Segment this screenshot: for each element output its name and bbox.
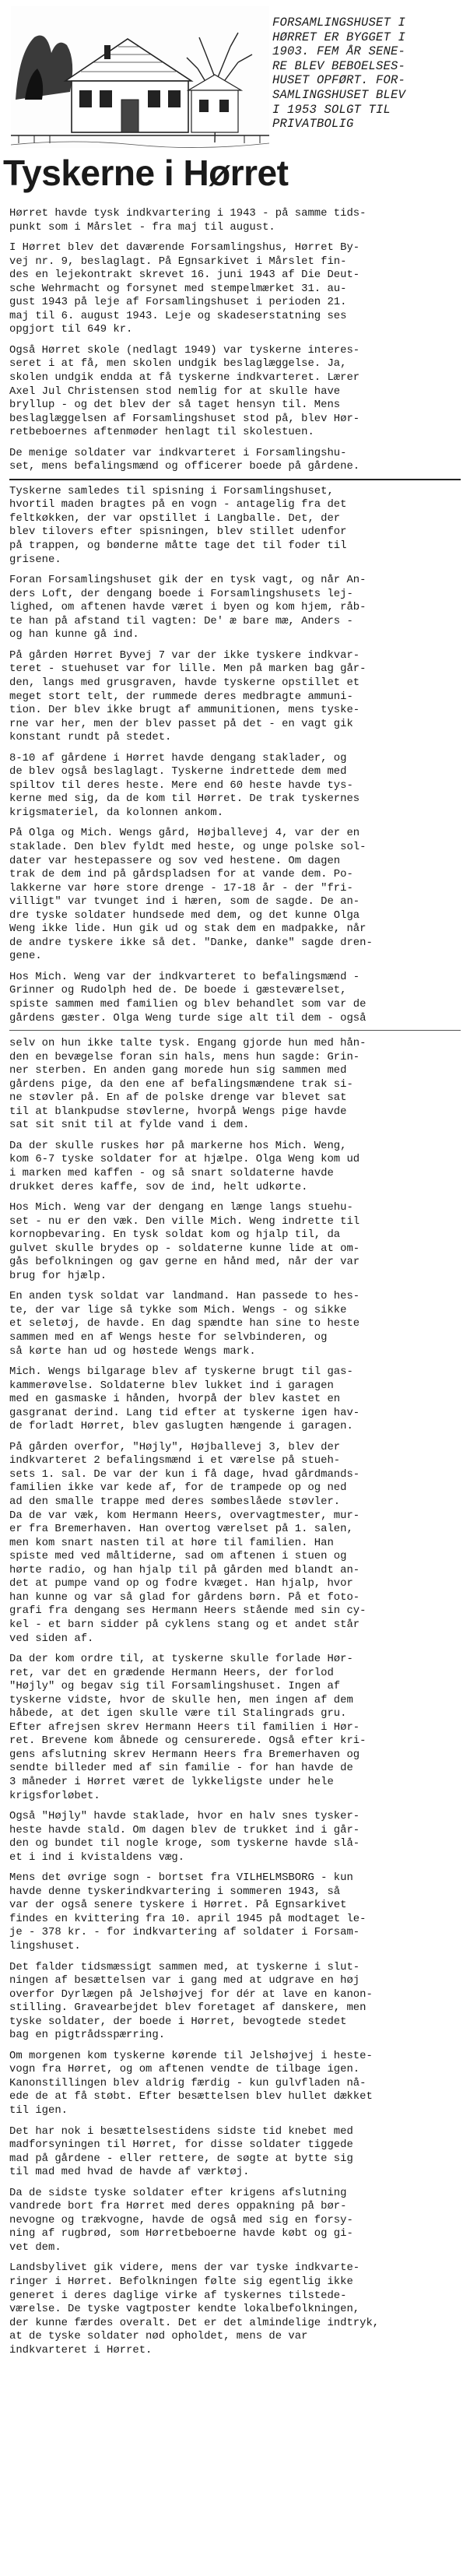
paragraph: På Olga og Mich. Wengs gård, Højballevej 4, var der en staklade. Den blev fyldt med heste, og unge polske sol- dater var hestepassere og sov ved hestene. Om dagen trak de dem ind på gårdspladsen for at vande dem. Po- lakkerne var høre store drenge - 17-18 år - der "fri- villigt" var tvunget ind i hæren, som de sagde. De an- dre tyske soldater hundsede med dem, og det kunne Olga Weng ikke lide. Hun gik ud og stak dem en madpakke, når de andre tyskere ikke så det. "Danke, danke" sagde dren- gene. xyxy=(9,827,373,963)
paragraph: Også "Højly" havde staklade, hvor en halv snes tysker- heste havde stald. Om dagen blev de trukket ind i går- den og bundet til nogle kroge, som tyskerne havde slå- et i ind i kvistaldens væg. xyxy=(9,1810,360,1864)
paragraph: Mich. Wengs bilgarage blev af tyskerne brugt til gas- kammerøvelse. Soldaterne blev lukket ind i garagen med en gasmaske i hånden, hvorpå der blev kastet en gasgranat derind. Lang tid efter at tyskerne igen hav- de forladt Hørret, blev gaslugten hængende i garagen. xyxy=(9,1365,360,1433)
paragraph: Da de sidste tyske soldater efter krigens afslutning vandrede bort fra Hørret med deres oppakning på bør- nevogne og trækvogne, havde de også med sig en forsy- ning af rugbrød, som Hørretbeboerne havde købt og gi- vet dem. xyxy=(9,2186,353,2254)
article-body xyxy=(9,207,461,2364)
paragraph: selv on hun ikke talte tysk. Engang gjorde hun med hån- den en bevægelse foran sin hals, mens hun sagde: Grin- ner sterben. En anden gang morede hun sig sammen med gårdens pige, da den ene af befalingsmændene trak si- ne støvler på. En af de polske drenge var blevet sat til at blankpudse støvlerne, hvorpå Wengs pige havde sat sit snit til at fylde vand i dem. xyxy=(9,1037,367,1132)
section-divider xyxy=(9,1030,461,1031)
article-title: Tyskerne i Hørret xyxy=(3,153,289,193)
paragraph: Mens det øvrige sogn - bortset fra VILHELMSBORG - kun havde denne tyskerindkvartering i sommeren 1943, så var der også senere tyskere i Hørret. På Egnsarkivet findes en kvittering fra 10. april 1945 på modtaget le- je - 378 kr. - for indkvartering af soldater i Forsam- lingshuset. xyxy=(9,1871,367,1952)
section-divider xyxy=(9,479,461,480)
paragraph: Det falder tidsmæssigt sammen med, at tyskerne i slut- ningen af besættelsen var i gang med at udgrave en høj overfor Dyrlægen på Jelshøjvej for dér at lave en kanon- stilling. Gravearbejdet blev foretaget af danskere, men tyske soldater, der boede i Hørret, bevogtede stedet bag en pigtrådsspærring. xyxy=(9,1960,373,2042)
paragraph: Tyskerne samledes til spisning i Forsamlingshuset, hvortil maden bragtes på en vogn - antagelig fra det feltkøkken, der var opstillet i Langballe. Det, der blev tilovers efter spisningen, blev stillet udenfor på trappen, og bønderne måtte tage det til foder til grisene. xyxy=(9,484,347,566)
paragraph: Da der kom ordre til, at tyskerne skulle forlade Hør- ret, var det en grædende Hermann Heers, der forlod "Højly" og begav sig til Forsamlingshuset. Ingen af tyskerne vidste, hvor de skulle hen, men ingen af dem håbede, at det igen skulle være til Stalingrads gru. Efter afrejsen skrev Hermann Heers til familien i Hør- ret. Brevene kom åbnede og censurerede. Også efter kri- gens afslutning skrev Hermann Heers fra Bremerhaven og sendte billeder med af sin familie - for han havde de 3 måneder i Hørret været de lykkeligste under hele krigsforløbet. xyxy=(9,1653,367,1802)
paragraph: Da der skulle ruskes hør på markerne hos Mich. Weng, kom 6-7 tyske soldater for at hjælpe. Olga Weng kom ud i marken med kaffen - og så snart soldaterne havde drukket deres kaffe, sov de ind, helt udkørte. xyxy=(9,1139,360,1193)
paragraph: Hos Mich. Weng var der dengang en længe langs stuehu- set - nu er den væk. Den ville Mich. Weng indrette til kornopbevaring. En tysk soldat kom og hjalp til, da gulvet skulle brydes op - soldaterne kunne lide at om- gås befolkningen og gav gerne en hånd med, når der var brug for hjælp. xyxy=(9,1201,360,1282)
paragraph: I Hørret blev det daværende Forsamlingshus, Hørret By- vej nr. 9, beslaglagt. På Egnsarkivet i Mårslet fin- des en lejekontrakt skrevet 16. juni 1943 af Die Deut- sche Wehrmacht og forsynet med stempelmærket 31. au- gust 1943 på leje af Forsamlingshuset i perioden 21. maj til 6. august 1943. Leje og skadeserstatning ses opgjort til 649 kr. xyxy=(9,241,360,336)
paragraph: Foran Forsamlingshuset gik der en tysk vagt, og når An- ders Loft, der dengang boede i Forsamlingshusets lej- lighed, om aftenen havde været i byen og kom hjem, råb- te han på afstand til vagten: De' æ bare mæ, Anders - og han kunne gå ind. xyxy=(9,574,367,641)
paragraph: På gården overfor, "Højly", Højballevej 3, blev der indkvarteret 2 befalingsmænd i et værelse på stueh- sets 1. sal. De var der kun i få dage, hvad gårdmands- familien ikke var kede af, for de trampede op og ned ad den smalle trappe med deres sømbeslåede støvler. Da de var væk, kom Hermann Heers, overvagtmester, mur- er fra Bremerhaven. Han overtog værelset på 1. salen, men kom snart nasten til at høre til familien. Han spiste med ved måltiderne, sad om aftenen i stuen og hørte radio, og han hjalp til på gården med blandt an- det at pumpe vand op og fodre kvæget. Han hjalp, hvor han kunne og var så glad for gårdens børn. På et foto- grafi fra dengang ses Hermann Heers stående med sin cy- kel - et barn sidder på cyklens stang og et andet står ved siden af. xyxy=(9,1440,367,1645)
assembly-house-sketch xyxy=(11,6,269,148)
paragraph: Hos Mich. Weng var der indkvarteret to befalingsmænd - Grinner og Rudolph hed de. De boede i gæsteværelset, spiste sammen med familien og blev behandlet som var de gårdens gæster. Olga Weng turde sige alt til dem - også xyxy=(9,970,367,1024)
paragraph: Landsbylivet gik videre, mens der var tyske indkvarte- ringer i Hørret. Befolkningen følte sig egentlig ikke generet i deres daglige virke af tyskernes tilstede- værelse. De tyske vagtposter kendte lokalbefolkningen, der kunne færdes overalt. Det er det almindelige indtryk, at de tyske soldater nød opholdet, mens de var indkvarteret i Hørret. xyxy=(9,2261,380,2356)
paragraph: Det har nok i besættelsestidens sidste tid knebet med madforsyningen til Hørret, for disse soldater tiggede mad på gårdene - eller rettere, de søgte at bytte sig til mad med hvad de havde af værktøj. xyxy=(9,2124,353,2179)
paragraph: Om morgenen kom tyskerne kørende til Jelshøjvej i heste- vogn fra Hørret, og om aftenen vendte de tilbage igen. Kanonstillingen blev aldrig færdig - kun gulvfladen nå- ede de at få støbt. Efter besættelsen blev hullet dækket til igen. xyxy=(9,2049,373,2117)
paragraph: En anden tysk soldat var landmand. Han passede to hes- te, der var lige så tykke som Mich. Wengs - og sikke et seletøj, de havde. En dag spændte han sine to heste sammen med en af Wengs heste for selvbinderen, og så kørte han ud og høstede Wengs mark. xyxy=(9,1290,360,1358)
photo-caption: FORSAMLINGSHUSET I HØRRET ER BYGGET I 1903. FEM ÅR SENE- RE BLEV BEBOELSES- HUSET OPFØRT. FOR- SAMLINGSHUSET BLEV I 1953 SOLGT TIL PRIVATBOLIG xyxy=(272,16,406,132)
paragraph: De menige soldater var indkvarteret i Forsamlingshu- set, mens befalingsmænd og officerer boede på gårdene. xyxy=(9,446,360,473)
paragraph: På gården Hørret Byvej 7 var der ikke tyskere indkvar- teret - stuehuset var for lille. Men på marken bag går- den, langs med grusgraven, havde tyskerne opstillet et meget stort telt, der rummede deres medbragte ammuni- tion. Der blev ikke brugt af ammunitionen, mens tyske- rne var her, men der blev passet på det - en vagt gik konstant rundt på stedet. xyxy=(9,648,367,744)
paragraph: 8-10 af gårdene i Hørret havde dengang staklader, og de blev også beslaglagt. Tyskerne indrettede dem med spiltov til deres heste. Mere end 60 heste havde tys- kerne med sig, da de kom til Hørret. De trak tyskernes krigsmateriel, da kolonnen ankom. xyxy=(9,751,360,819)
paragraph: Også Hørret skole (nedlagt 1949) var tyskerne interes- seret i at få, men skolen undgik beslaglæggelse. Ja, skolen undgik endda at få tyskerne indkvarteret. Lærer Axel Jul Christensen stod nemlig for at skulle have bryllup - og det blev der så taget hensyn til. Mens beslaglæggelsen af Forsamlingshuset stod på, blev Hør- retbeboernes aftenmøder henlagt til skolestuen. xyxy=(9,343,360,439)
header xyxy=(9,5,461,149)
paragraph: Hørret havde tysk indkvartering i 1943 - på samme tids- punkt som i Mårslet - fra maj til august. xyxy=(9,207,367,234)
